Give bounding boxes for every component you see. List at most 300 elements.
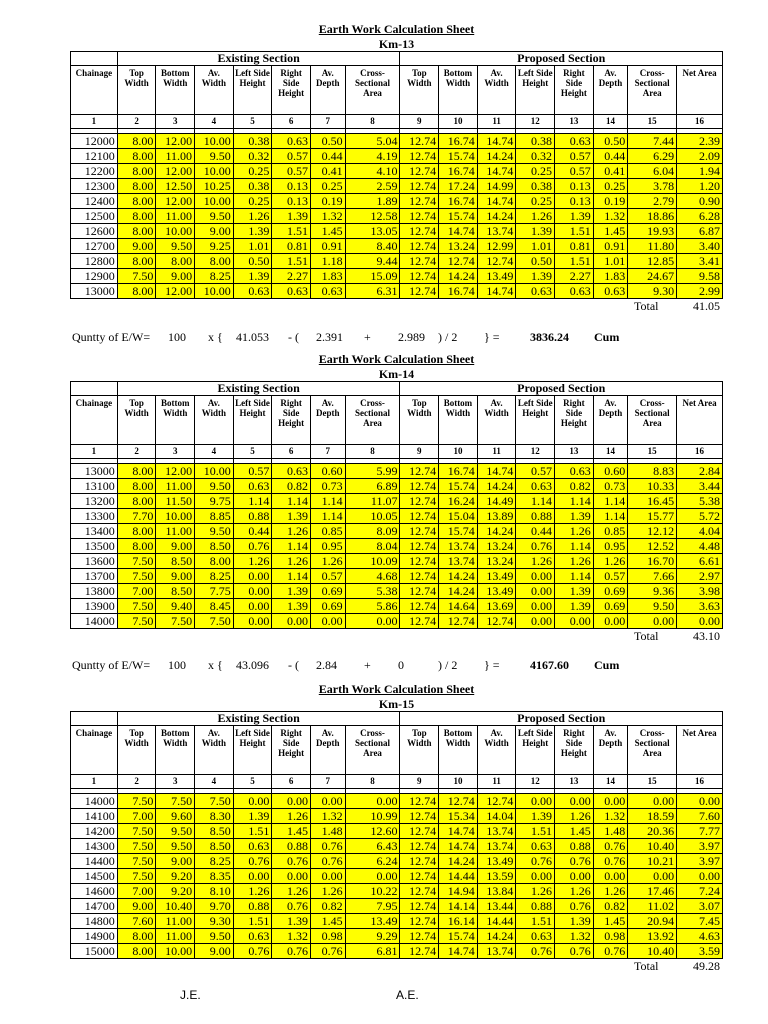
column-header: Bottom Width	[156, 726, 195, 775]
value-cell: 13.24	[477, 539, 516, 554]
value-cell: 0.00	[555, 794, 594, 809]
value-cell: 1.26	[233, 209, 272, 224]
column-number: 11	[477, 445, 516, 459]
value-cell: 1.32	[555, 929, 594, 944]
value-cell: 1.26	[272, 524, 311, 539]
value-cell: 7.50	[117, 614, 156, 629]
column-number: 5	[233, 445, 272, 459]
value-cell: 13.74	[477, 224, 516, 239]
column-header: Bottom Width	[156, 66, 195, 115]
column-number: 4	[195, 115, 234, 129]
qty-last-area: 0	[398, 658, 404, 672]
value-cell: 9.00	[117, 239, 156, 254]
column-header: Chainage	[71, 396, 118, 445]
value-cell: 0.88	[516, 509, 555, 524]
value-cell: 12.74	[400, 569, 439, 584]
value-cell: 12.74	[400, 929, 439, 944]
column-header: Net Area	[677, 396, 723, 445]
value-cell: 0.38	[516, 134, 555, 149]
table-row	[71, 179, 723, 194]
value-cell: 1.01	[233, 239, 272, 254]
value-cell: 10.00	[195, 194, 234, 209]
value-cell: 12.12	[628, 524, 677, 539]
qty-multiplier: 100	[168, 658, 186, 672]
value-cell: 8.83	[628, 464, 677, 479]
value-cell: 17.46	[628, 884, 677, 899]
value-cell: 0.25	[516, 194, 555, 209]
value-cell: 12.74	[400, 854, 439, 869]
value-cell: 1.51	[233, 824, 272, 839]
value-cell: 7.77	[677, 824, 723, 839]
value-cell: 0.98	[593, 929, 628, 944]
column-number: 16	[677, 775, 723, 789]
value-cell: 7.44	[628, 134, 677, 149]
value-cell: 1.39	[233, 224, 272, 239]
value-cell: 9.00	[156, 269, 195, 284]
value-cell: 3.44	[677, 479, 723, 494]
value-cell: 0.63	[272, 464, 311, 479]
chainage-cell: 13800	[71, 584, 118, 599]
column-header: Right Side Height	[272, 396, 311, 445]
column-header: Av. Width	[195, 726, 234, 775]
value-cell: 5.86	[345, 599, 400, 614]
table-row	[71, 479, 723, 494]
chainage-cell: 12600	[71, 224, 118, 239]
value-cell: 12.74	[400, 869, 439, 884]
value-cell: 0.63	[555, 464, 594, 479]
value-cell: 7.70	[117, 509, 156, 524]
table-row	[71, 899, 723, 914]
column-number: 9	[400, 445, 439, 459]
value-cell: 13.89	[477, 509, 516, 524]
column-header: Av. Width	[477, 726, 516, 775]
value-cell: 1.45	[593, 914, 628, 929]
value-cell: 1.51	[233, 914, 272, 929]
value-cell: 14.74	[477, 284, 516, 299]
value-cell: 1.01	[593, 254, 628, 269]
value-cell: 14.44	[439, 869, 478, 884]
value-cell: 13.69	[477, 599, 516, 614]
value-cell: 9.00	[156, 569, 195, 584]
column-number: 2	[117, 445, 156, 459]
value-cell: 8.00	[195, 554, 234, 569]
value-cell: 1.26	[555, 524, 594, 539]
value-cell: 7.66	[628, 569, 677, 584]
value-cell: 9.00	[156, 539, 195, 554]
chainage-cell: 12900	[71, 269, 118, 284]
value-cell: 10.99	[345, 809, 400, 824]
column-number: 7	[310, 445, 345, 459]
quantity-formula	[72, 658, 732, 674]
column-number: 2	[117, 115, 156, 129]
column-header: Bottom Width	[439, 66, 478, 115]
value-cell: 11.02	[628, 899, 677, 914]
chainage-cell: 12300	[71, 179, 118, 194]
value-cell: 0.81	[555, 239, 594, 254]
value-cell: 13.05	[345, 224, 400, 239]
value-cell: 1.39	[555, 599, 594, 614]
chainage-cell: 12400	[71, 194, 118, 209]
value-cell: 8.00	[117, 524, 156, 539]
value-cell: 14.24	[477, 929, 516, 944]
value-cell: 1.45	[272, 824, 311, 839]
value-cell: 7.50	[117, 794, 156, 809]
value-cell: 12.74	[400, 134, 439, 149]
column-number: 12	[516, 115, 555, 129]
qty-brace-open: x {	[208, 330, 223, 344]
chainage-cell: 13000	[71, 284, 118, 299]
column-number: 10	[439, 115, 478, 129]
value-cell: 13.24	[477, 554, 516, 569]
value-cell: 0.25	[233, 164, 272, 179]
value-cell: 8.00	[117, 179, 156, 194]
value-cell: 0.00	[345, 794, 400, 809]
value-cell: 14.99	[477, 179, 516, 194]
value-cell: 10.00	[195, 284, 234, 299]
value-cell: 20.36	[628, 824, 677, 839]
calc-block-2	[70, 352, 723, 643]
value-cell: 0.00	[233, 569, 272, 584]
value-cell: 12.85	[628, 254, 677, 269]
column-number: 15	[628, 445, 677, 459]
value-cell: 8.00	[117, 149, 156, 164]
table-row	[71, 554, 723, 569]
value-cell: 1.14	[272, 539, 311, 554]
value-cell: 7.75	[195, 584, 234, 599]
value-cell: 8.09	[345, 524, 400, 539]
value-cell: 9.50	[628, 599, 677, 614]
column-number: 5	[233, 775, 272, 789]
value-cell: 7.50	[117, 569, 156, 584]
table-row	[71, 494, 723, 509]
value-cell: 14.24	[477, 149, 516, 164]
value-cell: 1.32	[310, 209, 345, 224]
value-cell: 0.85	[310, 524, 345, 539]
value-cell: 8.00	[117, 284, 156, 299]
proposed-section-header: Proposed Section	[400, 382, 723, 396]
value-cell: 12.74	[439, 794, 478, 809]
value-cell: 12.74	[400, 899, 439, 914]
value-cell: 12.99	[477, 239, 516, 254]
value-cell: 0.63	[272, 134, 311, 149]
value-cell: 0.63	[233, 479, 272, 494]
value-cell: 10.21	[628, 854, 677, 869]
value-cell: 11.50	[156, 494, 195, 509]
value-cell: 12.74	[400, 284, 439, 299]
value-cell: 16.74	[439, 164, 478, 179]
sheet-title: Earth Work Calculation Sheet	[318, 22, 475, 36]
existing-section-header: Existing Section	[117, 382, 400, 396]
value-cell: 14.24	[477, 479, 516, 494]
value-cell: 12.74	[400, 239, 439, 254]
chainage-cell: 13900	[71, 599, 118, 614]
value-cell: 0.41	[310, 164, 345, 179]
value-cell: 9.44	[345, 254, 400, 269]
value-cell: 7.50	[117, 554, 156, 569]
column-number: 15	[628, 115, 677, 129]
sheet-title: Earth Work Calculation Sheet	[318, 352, 475, 366]
value-cell: 12.00	[156, 134, 195, 149]
value-cell: 7.50	[156, 614, 195, 629]
value-cell: 1.32	[310, 809, 345, 824]
value-cell: 0.38	[516, 179, 555, 194]
total-value: 43.10	[693, 629, 720, 643]
value-cell: 0.76	[516, 854, 555, 869]
value-cell: 3.07	[677, 899, 723, 914]
column-number: 14	[593, 115, 628, 129]
value-cell: 0.25	[233, 194, 272, 209]
value-cell: 1.14	[555, 494, 594, 509]
value-cell: 1.14	[310, 509, 345, 524]
value-cell: 0.32	[516, 149, 555, 164]
value-cell: 0.00	[233, 794, 272, 809]
value-cell: 15.34	[439, 809, 478, 824]
value-cell: 11.00	[156, 479, 195, 494]
value-cell: 7.60	[677, 809, 723, 824]
qty-divide: ) / 2	[438, 330, 458, 344]
value-cell: 0.00	[345, 614, 400, 629]
value-cell: 1.51	[555, 254, 594, 269]
column-header: Bottom Width	[439, 726, 478, 775]
value-cell: 0.00	[593, 869, 628, 884]
value-cell: 7.45	[677, 914, 723, 929]
proposed-section-header: Proposed Section	[400, 712, 723, 726]
value-cell: 0.82	[593, 899, 628, 914]
chainage-cell: 14300	[71, 839, 118, 854]
value-cell: 8.00	[117, 254, 156, 269]
value-cell: 14.49	[477, 494, 516, 509]
value-cell: 2.09	[677, 149, 723, 164]
value-cell: 0.19	[593, 194, 628, 209]
value-cell: 5.38	[345, 584, 400, 599]
value-cell: 1.20	[677, 179, 723, 194]
sheet-title: Earth Work Calculation Sheet	[318, 682, 475, 696]
total-row	[70, 959, 723, 973]
qty-divide: ) / 2	[438, 658, 458, 672]
value-cell: 0.76	[310, 944, 345, 959]
column-header: Av. Depth	[593, 726, 628, 775]
value-cell: 14.74	[439, 224, 478, 239]
value-cell: 1.14	[593, 509, 628, 524]
value-cell: 16.70	[628, 554, 677, 569]
value-cell: 0.82	[272, 479, 311, 494]
value-cell: 8.40	[345, 239, 400, 254]
table-row	[71, 284, 723, 299]
column-header: Right Side Height	[272, 726, 311, 775]
value-cell: 0.76	[272, 899, 311, 914]
column-header: Av. Depth	[310, 726, 345, 775]
value-cell: 0.63	[593, 284, 628, 299]
table-row	[71, 584, 723, 599]
existing-section-header: Existing Section	[117, 52, 400, 66]
value-cell: 13.74	[439, 554, 478, 569]
earthwork-table	[70, 711, 723, 959]
value-cell: 0.25	[310, 179, 345, 194]
chainage-cell: 12500	[71, 209, 118, 224]
value-cell: 12.74	[400, 599, 439, 614]
value-cell: 6.87	[677, 224, 723, 239]
value-cell: 0.00	[272, 869, 311, 884]
value-cell: 6.81	[345, 944, 400, 959]
value-cell: 0.76	[310, 839, 345, 854]
value-cell: 0.25	[593, 179, 628, 194]
value-cell: 8.00	[117, 929, 156, 944]
value-cell: 0.88	[233, 509, 272, 524]
value-cell: 0.00	[628, 794, 677, 809]
table-row	[71, 194, 723, 209]
value-cell: 0.00	[233, 869, 272, 884]
value-cell: 1.51	[516, 914, 555, 929]
value-cell: 0.00	[516, 599, 555, 614]
value-cell: 8.35	[195, 869, 234, 884]
value-cell: 1.26	[555, 884, 594, 899]
value-cell: 0.00	[677, 869, 723, 884]
value-cell: 12.74	[400, 839, 439, 854]
qty-minus: - (	[288, 658, 299, 672]
column-header: Right Side Height	[555, 396, 594, 445]
table-row	[71, 869, 723, 884]
value-cell: 1.83	[593, 269, 628, 284]
value-cell: 0.00	[516, 794, 555, 809]
column-header: Chainage	[71, 726, 118, 775]
value-cell: 1.14	[233, 494, 272, 509]
column-number: 6	[272, 115, 311, 129]
column-header: Top Width	[400, 66, 439, 115]
table-row	[71, 269, 723, 284]
value-cell: 1.45	[310, 224, 345, 239]
column-number: 9	[400, 775, 439, 789]
value-cell: 9.30	[195, 914, 234, 929]
value-cell: 1.39	[555, 584, 594, 599]
value-cell: 12.00	[156, 284, 195, 299]
value-cell: 8.50	[195, 539, 234, 554]
value-cell: 0.76	[593, 839, 628, 854]
value-cell: 0.00	[233, 599, 272, 614]
value-cell: 11.00	[156, 929, 195, 944]
value-cell: 14.74	[477, 194, 516, 209]
signature-ae: A.E.	[396, 988, 419, 1002]
qty-equals: } =	[484, 658, 500, 672]
value-cell: 0.00	[593, 794, 628, 809]
value-cell: 10.00	[156, 509, 195, 524]
value-cell: 1.26	[555, 809, 594, 824]
column-header: Right Side Height	[555, 726, 594, 775]
value-cell: 9.30	[628, 284, 677, 299]
value-cell: 0.60	[310, 464, 345, 479]
value-cell: 9.36	[628, 584, 677, 599]
value-cell: 1.26	[310, 884, 345, 899]
value-cell: 13.74	[477, 824, 516, 839]
value-cell: 16.74	[439, 194, 478, 209]
value-cell: 12.00	[156, 194, 195, 209]
value-cell: 0.76	[593, 854, 628, 869]
value-cell: 14.74	[477, 164, 516, 179]
value-cell: 6.24	[345, 854, 400, 869]
table-row	[71, 254, 723, 269]
column-number: 11	[477, 775, 516, 789]
value-cell: 1.14	[310, 494, 345, 509]
value-cell: 3.97	[677, 854, 723, 869]
value-cell: 8.00	[117, 224, 156, 239]
qty-label: Quntty of E/W=	[72, 330, 151, 344]
column-number: 3	[156, 115, 195, 129]
value-cell: 9.50	[156, 824, 195, 839]
value-cell: 1.39	[555, 209, 594, 224]
value-cell: 9.00	[156, 854, 195, 869]
table-row	[71, 524, 723, 539]
value-cell: 24.67	[628, 269, 677, 284]
value-cell: 8.00	[117, 209, 156, 224]
value-cell: 0.76	[516, 539, 555, 554]
value-cell: 0.76	[310, 854, 345, 869]
chainage-cell: 13100	[71, 479, 118, 494]
value-cell: 7.50	[195, 614, 234, 629]
value-cell: 5.99	[345, 464, 400, 479]
column-header: Cross-Sectional Area	[345, 66, 400, 115]
value-cell: 0.00	[310, 794, 345, 809]
value-cell: 0.69	[310, 584, 345, 599]
value-cell: 0.50	[593, 134, 628, 149]
value-cell: 1.39	[516, 224, 555, 239]
value-cell: 0.00	[628, 614, 677, 629]
value-cell: 10.09	[345, 554, 400, 569]
value-cell: 3.98	[677, 584, 723, 599]
value-cell: 0.76	[272, 854, 311, 869]
value-cell: 0.57	[272, 164, 311, 179]
value-cell: 5.38	[677, 494, 723, 509]
value-cell: 7.50	[117, 839, 156, 854]
value-cell: 14.74	[439, 944, 478, 959]
value-cell: 1.32	[593, 809, 628, 824]
column-header: Av. Depth	[593, 66, 628, 115]
value-cell: 0.98	[310, 929, 345, 944]
value-cell: 7.50	[156, 794, 195, 809]
value-cell: 8.00	[117, 164, 156, 179]
qty-brace-open: x {	[208, 658, 223, 672]
value-cell: 1.39	[233, 269, 272, 284]
column-header: Right Side Height	[272, 66, 311, 115]
qty-minus: - (	[288, 330, 299, 344]
value-cell: 13.49	[345, 914, 400, 929]
column-header: Av. Width	[477, 396, 516, 445]
value-cell: 1.26	[516, 554, 555, 569]
existing-section-header: Existing Section	[117, 712, 400, 726]
column-number: 13	[555, 115, 594, 129]
column-header: Top Width	[117, 726, 156, 775]
value-cell: 10.00	[156, 224, 195, 239]
value-cell: 12.74	[400, 884, 439, 899]
value-cell: 9.50	[195, 209, 234, 224]
value-cell: 13.92	[628, 929, 677, 944]
value-cell: 2.84	[677, 464, 723, 479]
value-cell: 8.45	[195, 599, 234, 614]
value-cell: 1.39	[272, 584, 311, 599]
value-cell: 1.39	[516, 809, 555, 824]
value-cell: 2.97	[677, 569, 723, 584]
value-cell: 14.24	[439, 854, 478, 869]
value-cell: 1.94	[677, 164, 723, 179]
table-row	[71, 839, 723, 854]
value-cell: 7.24	[677, 884, 723, 899]
column-number: 1	[71, 115, 118, 129]
value-cell: 10.40	[628, 944, 677, 959]
value-cell: 12.74	[400, 464, 439, 479]
value-cell: 0.00	[233, 584, 272, 599]
value-cell: 9.50	[195, 929, 234, 944]
column-number: 3	[156, 775, 195, 789]
value-cell: 0.91	[593, 239, 628, 254]
value-cell: 18.59	[628, 809, 677, 824]
